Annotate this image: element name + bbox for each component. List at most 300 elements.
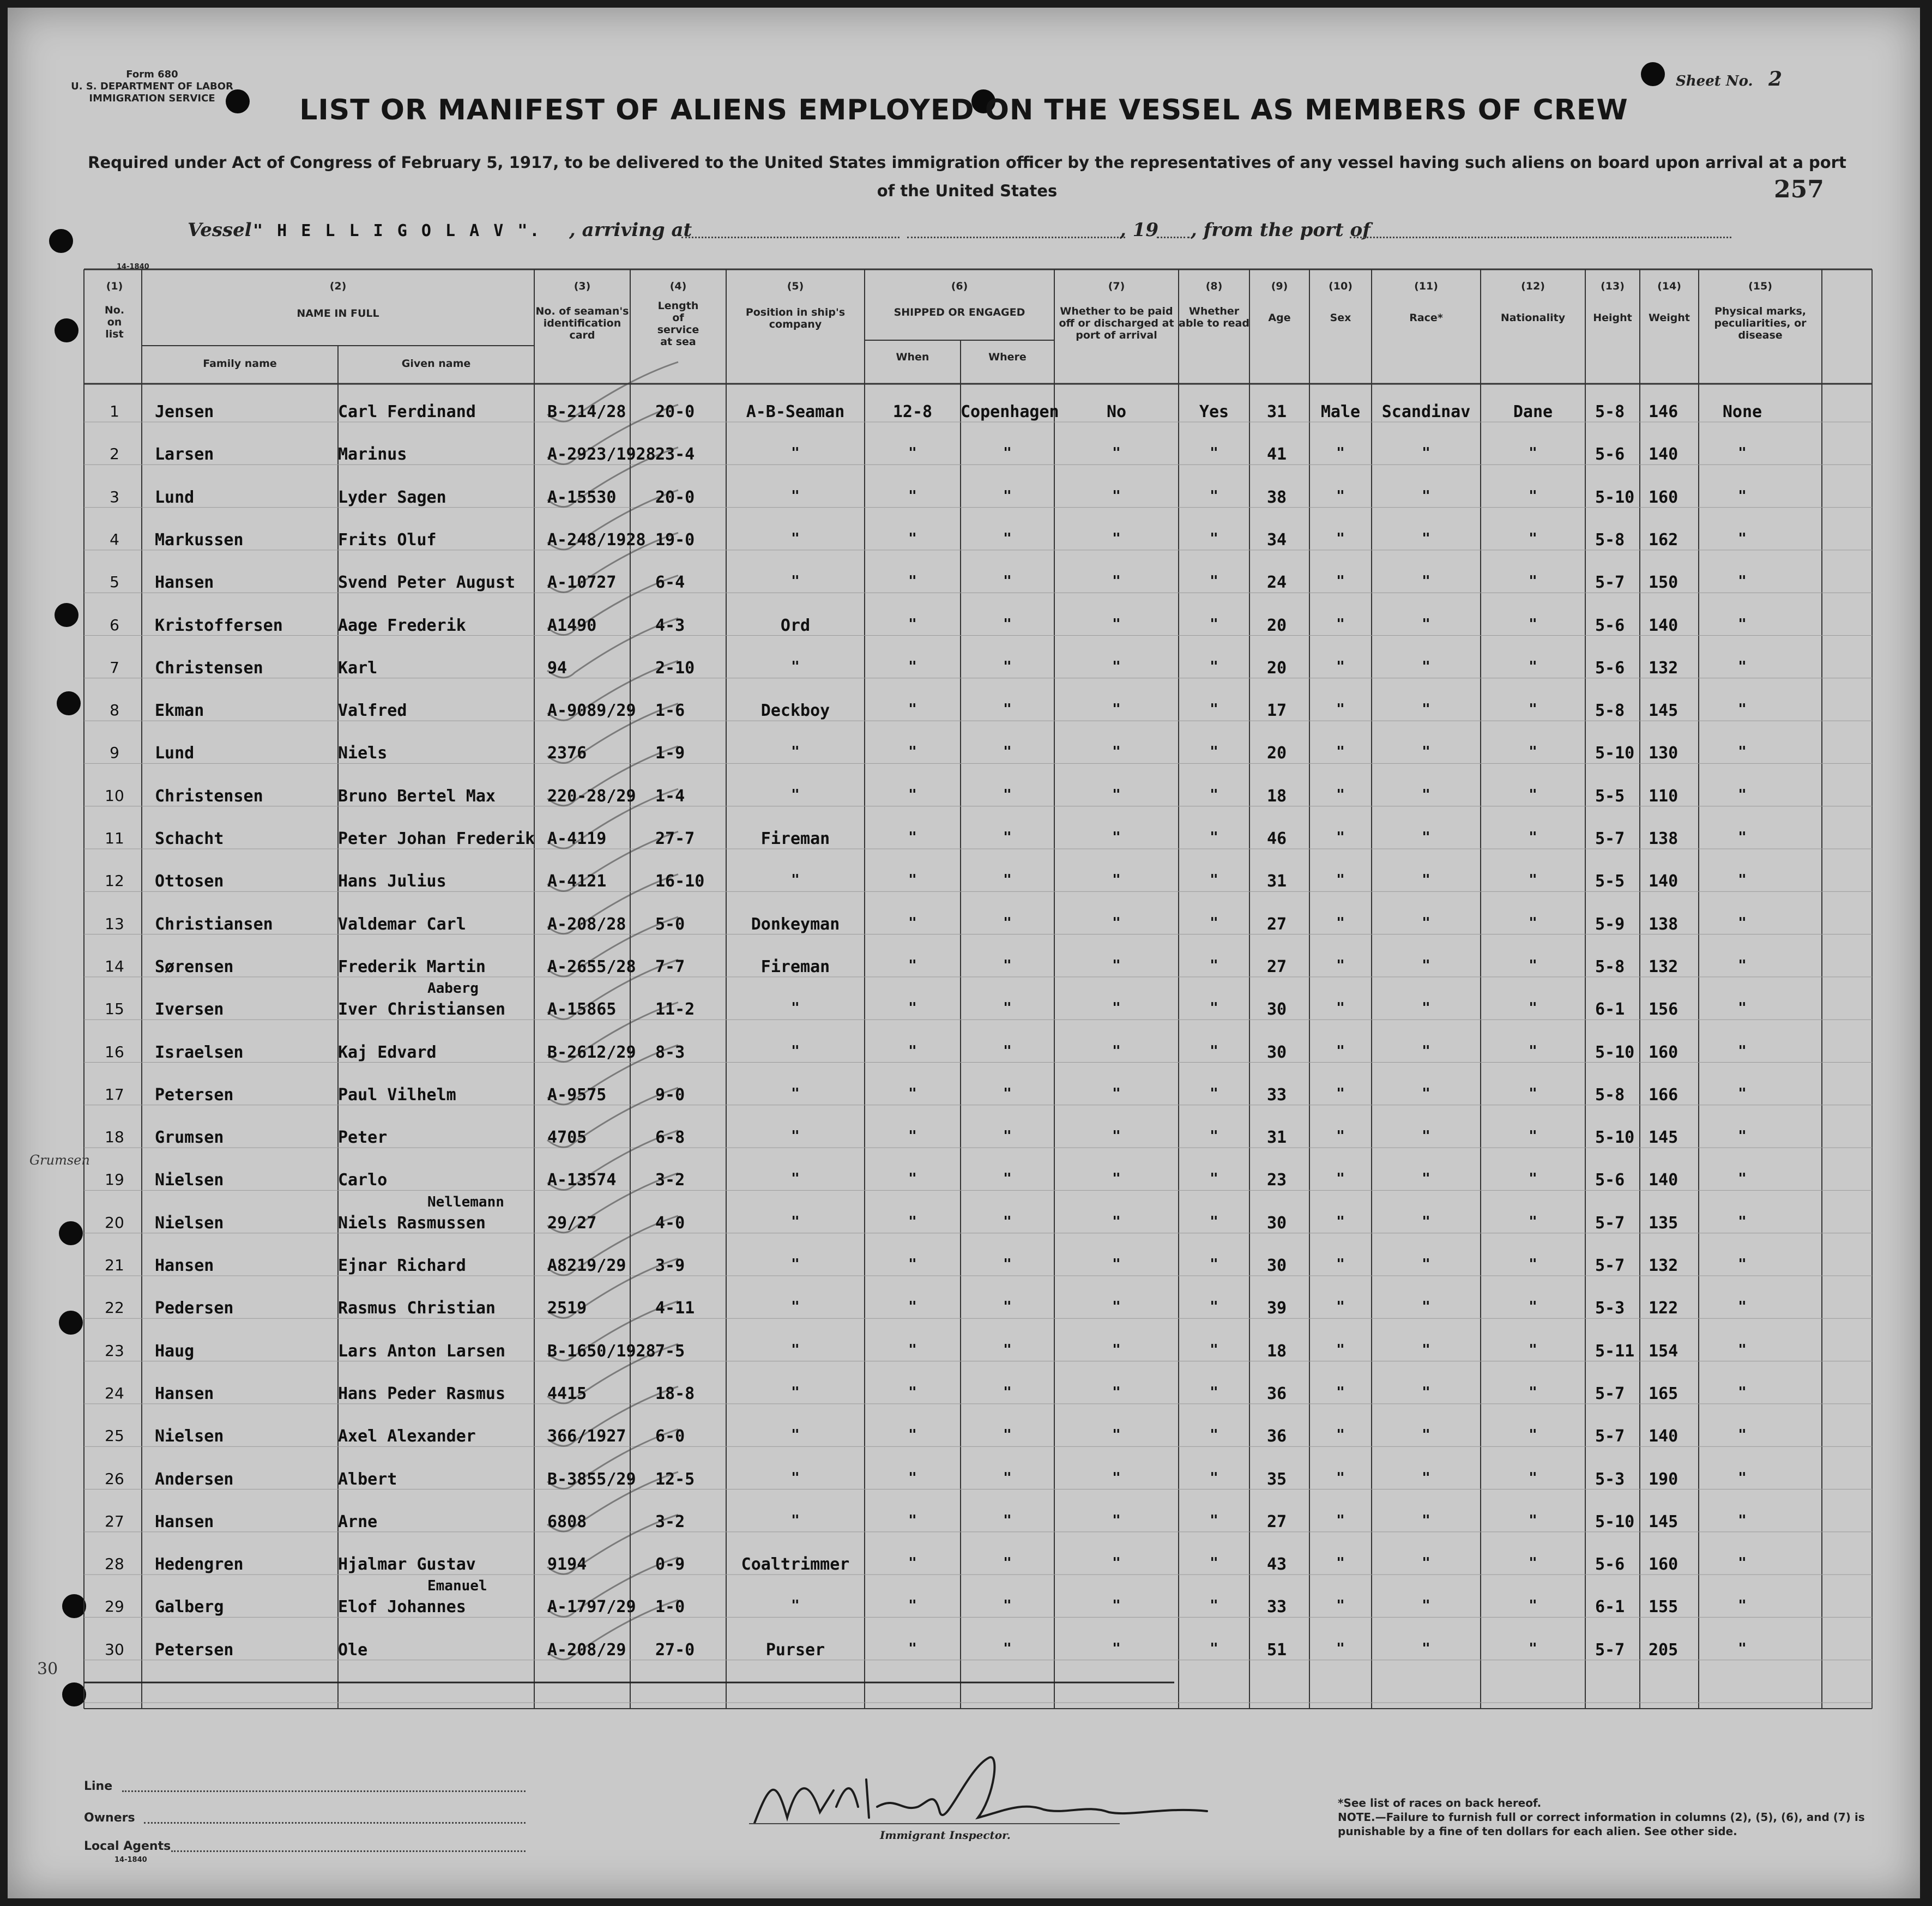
cell-service: 11-2 [655,1000,695,1020]
ditto-mark: " [1422,786,1430,803]
cell-height: 5-10 [1595,1128,1635,1148]
ditto-mark: " [1210,1427,1218,1444]
ditto-mark: " [1738,1042,1747,1059]
cell-no: 20 [105,1213,124,1232]
cell-card: 9194 [547,1555,587,1575]
ditto-mark: " [1336,829,1345,846]
cell-where: Copenhagen [961,402,1059,421]
col13-header: (13) Height [1593,280,1632,324]
cell-height: 5-7 [1595,1640,1625,1660]
document-subtitle: Required under Act of Congress of February 5, 1917, to be delivered to the United States immigration officer by the representatives of any vessel having such aliens on board upon arrival at a port of the United States [88,153,1846,200]
ditto-mark: " [1738,1128,1747,1145]
ditto-mark: " [1112,616,1121,632]
ditto-mark: " [1003,1469,1012,1486]
cell-weight: 140 [1649,1427,1679,1446]
ditto-mark: " [1422,445,1430,462]
cell-card: 2519 [547,1299,587,1318]
cell-family: Hansen [155,573,214,593]
ditto-mark: " [908,1042,917,1059]
cell-no: 14 [105,957,124,975]
cell-service: 7-5 [655,1341,685,1361]
ditto-mark: " [1738,1085,1747,1102]
ditto-mark: " [1003,1256,1012,1272]
cell-given: Niels Rasmussen [338,1213,486,1233]
ditto-mark: " [1112,701,1121,718]
cell-weight: 122 [1649,1299,1679,1318]
cell-height: 5-6 [1595,1555,1625,1575]
cell-service: 19-0 [655,530,695,550]
ditto-mark: " [1422,1640,1430,1657]
ditto-mark: " [908,445,917,462]
cell-weight: 132 [1649,957,1679,976]
cell-given: Bruno Bertel Max [338,786,496,806]
ditto-mark: " [1003,1384,1012,1401]
cell-age: 23 [1267,1171,1287,1190]
ditto-mark: " [791,1427,800,1444]
cell-no: 10 [105,786,124,805]
cell-weight: 138 [1649,914,1679,934]
cell-height: 5-7 [1595,829,1625,848]
ditto-mark: " [1422,1213,1430,1230]
ditto-mark: " [908,1213,917,1230]
sheet-number-value: 2 [1768,68,1783,91]
cell-age: 33 [1267,1085,1287,1105]
ditto-mark: " [1003,1597,1012,1614]
cell-position: Ord [780,616,811,635]
cell-family: Ottosen [155,872,224,891]
cell-position: Fireman [760,829,830,848]
cell-age: 34 [1267,530,1287,550]
ditto-mark: " [791,744,800,761]
ditto-mark: " [1336,1299,1345,1316]
ditto-mark: " [1112,1171,1121,1187]
cell-weight: 132 [1649,658,1679,678]
punch-hole [49,229,73,253]
cell-service: 6-8 [655,1128,685,1148]
punch-hole [62,1594,86,1618]
line-label: Line [84,1780,113,1793]
ditto-mark: " [1529,1128,1537,1145]
date-blank [907,237,1125,238]
cell-card: 94 [547,658,567,678]
cell-family: Andersen [155,1469,234,1489]
cell-card: B-2612/29 [547,1042,636,1062]
ditto-mark: " [1112,1512,1121,1529]
cell-weight: 140 [1649,1171,1679,1190]
ditto-mark: " [1003,445,1012,462]
ditto-mark: " [1422,1256,1430,1272]
cell-given: Peter [338,1128,388,1148]
penalty-note: NOTE.—Failure to furnish full or correct information in columns (2), (5), (6), and (7) is punishable by a fine of ten dollars for each alien. See other side. [1338,1811,1865,1838]
ditto-mark: " [1112,1384,1121,1401]
cell-paid: No [1106,402,1127,421]
cell-service: 1-9 [655,744,685,763]
cell-height: 5-3 [1595,1469,1625,1489]
cell-card: 2376 [547,744,587,763]
punch-hole [55,603,79,627]
ditto-mark: " [1210,1640,1218,1657]
cell-given-extra: Aaberg [427,980,479,997]
ditto-mark: " [1210,744,1218,761]
ditto-mark: " [1003,1341,1012,1358]
cell-given: Hans Julius [338,872,446,891]
cell-given: Carlo [338,1171,388,1190]
ditto-mark: " [1336,1427,1345,1444]
cell-age: 46 [1267,829,1287,848]
ditto-mark: " [1529,786,1537,803]
cell-card: A-4119 [547,829,607,848]
cell-height: 5-11 [1595,1341,1635,1361]
cell-weight: 154 [1649,1341,1679,1361]
cell-card: A-10727 [547,573,617,593]
ditto-mark: " [1003,1213,1012,1230]
ditto-mark: " [1210,1042,1218,1059]
ditto-mark: " [1422,658,1430,675]
ditto-mark: " [908,1640,917,1657]
cell-weight: 205 [1649,1640,1679,1660]
cell-age: 39 [1267,1299,1287,1318]
cell-given-extra: Emanuel [427,1578,487,1595]
cell-family: Nielsen [155,1171,224,1190]
cell-family: Hansen [155,1256,214,1275]
page-number: 257 [1774,176,1824,203]
cell-family: Galberg [155,1597,224,1617]
cell-age: 20 [1267,658,1287,678]
ditto-mark: " [1210,1469,1218,1486]
ditto-mark: " [1336,658,1345,675]
local-agents-label: Local Agents [84,1839,171,1853]
ditto-mark: " [1112,530,1121,547]
ditto-mark: " [791,1128,800,1145]
cell-height: 5-8 [1595,701,1625,721]
ditto-mark: " [1738,1555,1747,1572]
ditto-mark: " [1210,445,1218,462]
ditto-mark: " [1336,744,1345,761]
cell-family: Christensen [155,786,263,806]
ditto-mark: " [1003,487,1012,504]
ditto-mark: " [1529,1000,1537,1017]
ditto-mark: " [1738,1469,1747,1486]
cell-age: 31 [1267,872,1287,891]
document-title: LIST OR MANIFEST OF ALIENS EMPLOYED ON THE VESSEL AS MEMBERS OF CREW [299,94,1628,126]
ditto-mark: " [1422,530,1430,547]
ditto-mark: " [1422,1042,1430,1059]
cell-service: 18-8 [655,1384,695,1403]
ditto-mark: " [1529,914,1537,931]
cell-age: 17 [1267,701,1287,721]
col5-header: (5) Position in ship's company [745,280,846,330]
cell-read: Yes [1199,402,1229,421]
ditto-mark: " [791,872,800,889]
vessel-name: " H E L L I G O L A V ". [253,221,542,240]
ditto-mark: " [908,1427,917,1444]
cell-family: Hansen [155,1384,214,1403]
cell-age: 27 [1267,914,1287,934]
ditto-mark: " [791,1042,800,1059]
ditto-mark: " [1112,445,1121,462]
cell-no: 12 [105,872,124,890]
cell-age: 31 [1267,1128,1287,1148]
cell-no: 25 [105,1427,124,1445]
ditto-mark: " [1210,1299,1218,1316]
cell-height: 5-6 [1595,616,1625,635]
cell-service: 27-7 [655,829,695,848]
cell-position: A-B-Seaman [746,402,845,421]
cell-family: Hedengren [155,1555,244,1575]
cell-card: 4415 [547,1384,587,1403]
ditto-mark: " [1112,487,1121,504]
cell-nat: Dane [1513,402,1553,421]
cell-service: 3-9 [655,1256,685,1275]
cell-age: 31 [1267,402,1287,421]
cell-card: B-3855/29 [547,1469,636,1489]
cell-family: Petersen [155,1640,234,1660]
cell-service: 9-0 [655,1085,685,1105]
col7-header: (7) Whether to be paid off or discharged at port of arrival [1059,280,1174,341]
cell-card: A-15530 [547,487,617,507]
cell-given: Axel Alexander [338,1427,476,1446]
ditto-mark: " [908,573,917,590]
ditto-mark: " [908,616,917,632]
ditto-mark: " [1422,1427,1430,1444]
inspector-label: Immigrant Inspector. [880,1829,1011,1842]
cell-card: B-214/28 [547,402,626,421]
ditto-mark: " [1210,530,1218,547]
ditto-mark: " [1112,1597,1121,1614]
ditto-mark: " [1422,1469,1430,1486]
cell-service: 4-0 [655,1213,685,1233]
cell-service: 6-0 [655,1427,685,1446]
cell-height: 5-5 [1595,786,1625,806]
ditto-mark: " [1003,1555,1012,1572]
ditto-mark: " [1336,445,1345,462]
cell-given: Frederik Martin [338,957,486,976]
ditto-mark: " [1529,1597,1537,1614]
cell-height: 5-10 [1595,1512,1635,1531]
cell-family: Larsen [155,445,214,465]
line-blank [122,1790,526,1792]
punch-hole [59,1221,83,1245]
ditto-mark: " [791,445,800,462]
ditto-mark: " [1529,1213,1537,1230]
ditto-mark: " [1529,1171,1537,1187]
given-name-header: Given name [401,358,471,370]
cell-position: Fireman [760,957,830,976]
ditto-mark: " [791,1384,800,1401]
cell-service: 7-7 [655,957,685,976]
cell-service: 27-0 [655,1640,695,1660]
cell-card: A-4121 [547,872,607,891]
cell-no: 28 [105,1555,124,1573]
ditto-mark: " [1336,957,1345,974]
cell-position: Coaltrimmer [741,1555,850,1575]
ditto-mark: " [1422,616,1430,632]
cell-height: 5-5 [1595,872,1625,891]
ditto-mark: " [1529,1085,1537,1102]
cell-weight: 156 [1649,1000,1679,1020]
ditto-mark: " [1529,1512,1537,1529]
cell-given: Valdemar Carl [338,914,466,934]
cell-age: 41 [1267,445,1287,465]
ditto-mark: " [791,530,800,547]
ditto-mark: " [1529,1555,1537,1572]
cell-service: 0-9 [655,1555,685,1575]
ditto-mark: " [791,1085,800,1102]
cell-family: Christensen [155,658,263,678]
col11-header: (11) Race* [1409,280,1443,324]
cell-family: Lund [155,744,195,763]
cell-marks: None [1722,402,1762,421]
col12-header: (12) Nationality [1500,280,1566,324]
cell-family: Ekman [155,701,204,721]
cell-weight: 145 [1649,701,1679,721]
cell-given: Frits Oluf [338,530,437,550]
cell-height: 5-7 [1595,1427,1625,1446]
cell-family: Sørensen [155,957,234,976]
cell-height: 5-7 [1595,1213,1625,1233]
ditto-mark: " [791,1000,800,1017]
ditto-mark: " [1003,616,1012,632]
ditto-mark: " [1738,487,1747,504]
ditto-mark: " [1003,530,1012,547]
ditto-mark: " [1210,1128,1218,1145]
ditto-mark: " [1422,1555,1430,1572]
cell-no: 3 [110,487,119,506]
cell-given: Aage Frederik [338,616,466,635]
cell-weight: 145 [1649,1128,1679,1148]
cell-card: A1490 [547,616,597,635]
owners-blank [144,1822,526,1824]
cell-height: 5-7 [1595,1256,1625,1275]
ditto-mark: " [1738,1640,1747,1657]
ditto-mark: " [791,573,800,590]
ditto-mark: " [1336,573,1345,590]
ditto-mark: " [1003,1000,1012,1017]
ditto-mark: " [1738,744,1747,761]
cell-given: Karl [338,658,378,678]
cell-no: 16 [105,1042,124,1061]
cell-height: 5-3 [1595,1299,1625,1318]
cell-card: A-13574 [547,1171,617,1190]
cell-weight: 160 [1649,1042,1679,1062]
cell-service: 6-4 [655,573,685,593]
ditto-mark: " [1336,1171,1345,1187]
ditto-mark: " [1529,487,1537,504]
ditto-mark: " [1422,1000,1430,1017]
cell-weight: 140 [1649,445,1679,465]
ditto-mark: " [1210,1000,1218,1017]
ditto-mark: " [1210,1256,1218,1272]
ditto-mark: " [1003,1427,1012,1444]
col15-header: (15) Physical marks, peculiarities, or disease [1714,280,1807,341]
cell-family: Iversen [155,1000,224,1020]
cell-height: 5-10 [1595,1042,1635,1062]
cell-weight: 130 [1649,744,1679,763]
ditto-mark: " [1336,1341,1345,1358]
ditto-mark: " [791,1512,800,1529]
ditto-mark: " [1422,487,1430,504]
cell-weight: 160 [1649,487,1679,507]
cell-card: A-9089/29 [547,701,636,721]
ditto-mark: " [1210,1171,1218,1187]
cell-card: 29/27 [547,1213,597,1233]
ditto-mark: " [1210,1341,1218,1358]
cell-age: 36 [1267,1427,1287,1446]
ditto-mark: " [1003,1640,1012,1657]
ditto-mark: " [1529,957,1537,974]
manifest-sheet [8,8,1920,1898]
cell-no: 8 [110,701,119,720]
cell-service: 16-10 [655,872,705,891]
ditto-mark: " [1112,1000,1121,1017]
margin-note-thirty: 30 [37,1660,58,1679]
cell-card: 220-28/29 [547,786,636,806]
ditto-mark: " [791,1256,800,1272]
col6-header: (6) SHIPPED OR ENGAGED [893,280,1025,318]
cell-weight: 165 [1649,1384,1679,1403]
ditto-mark: " [1336,701,1345,718]
ditto-mark: " [1529,1341,1537,1358]
form-number: Form 680 [126,69,178,80]
cell-given-extra: Nellemann [427,1193,504,1210]
ditto-mark: " [1738,1341,1747,1358]
cell-card: 4705 [547,1128,587,1148]
cell-position: Purser [765,1640,825,1660]
ditto-mark: " [1210,573,1218,590]
cell-height: 5-10 [1595,487,1635,507]
ditto-mark: " [1738,1597,1747,1614]
ditto-mark: " [1529,1384,1537,1401]
cell-family: Nielsen [155,1213,224,1233]
punch-hole [55,318,79,342]
cell-height: 5-7 [1595,1384,1625,1403]
ditto-mark: " [1529,1427,1537,1444]
ditto-mark: " [1112,1128,1121,1145]
ditto-mark: " [1112,1256,1121,1272]
cell-service: 8-3 [655,1042,685,1062]
cell-weight: 138 [1649,829,1679,848]
cell-no: 4 [110,530,119,548]
ditto-mark: " [1529,1640,1537,1657]
ditto-mark: " [1336,487,1345,504]
ditto-mark: " [791,658,800,675]
ditto-mark: " [1336,786,1345,803]
ditto-mark: " [1422,1299,1430,1316]
cell-height: 5-9 [1595,914,1625,934]
ditto-mark: " [1336,914,1345,931]
ditto-mark: " [1738,914,1747,931]
ditto-mark: " [908,1555,917,1572]
ditto-mark: " [1336,1640,1345,1657]
cell-given: Ole [338,1640,368,1660]
ditto-mark: " [1336,1213,1345,1230]
cell-age: 30 [1267,1256,1287,1275]
ditto-mark: " [1003,573,1012,590]
ditto-mark: " [908,1469,917,1486]
cell-position: Donkeyman [751,914,840,934]
cell-height: 5-7 [1595,573,1625,593]
ditto-mark: " [1738,658,1747,675]
cell-given: Arne [338,1512,378,1531]
cell-family: Christiansen [155,914,273,934]
cell-given: Hans Peder Rasmus [338,1384,506,1403]
ditto-mark: " [908,1256,917,1272]
punch-hole [59,1311,83,1335]
cell-service: 20-0 [655,487,695,507]
inspector-line [749,1823,1120,1824]
ditto-mark: " [791,786,800,803]
ditto-mark: " [1422,957,1430,974]
